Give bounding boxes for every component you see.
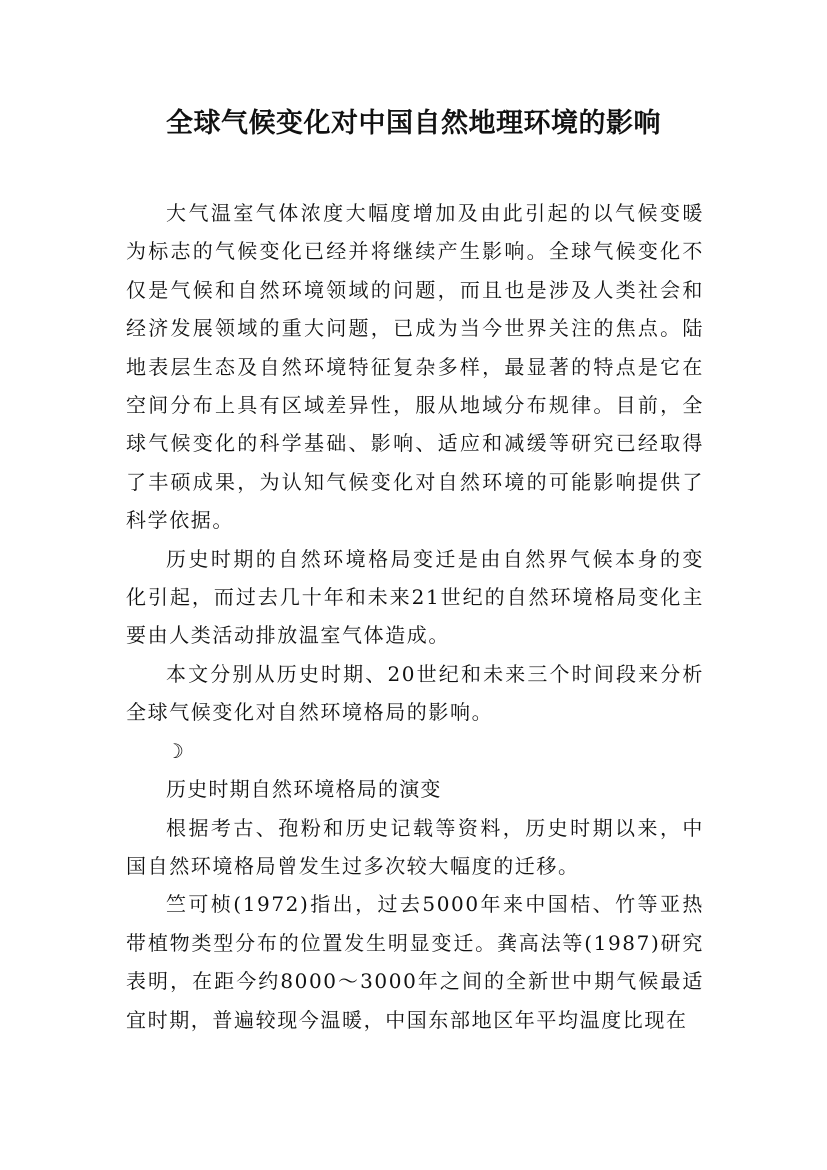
section-paragraph-1: 根据考古、孢粉和历史记载等资料，历史时期以来，中国自然环境格局曾发生过多次较大幅度的迁移。 xyxy=(126,815,704,878)
intro-paragraph-1: 大气温室气体浓度大幅度增加及由此引起的以气候变暖为标志的气候变化已经并将继续产生影响。全球气候变化不仅是气候和自然环境领域的问题，而且也是涉及人类社会和经济发展领域的重大问题，已成为当今世界关注的焦点。陆地表层生态及自然环境特征复杂多样，最显著的特点是它在空间分布上具有区域差异性，服从地域分布规律。目前，全球气候变化的科学基础、影响、适应和减缓等研究已经取得了丰硕成果，为认知气候变化对自然环境的可能影响提供了科学依据。 xyxy=(126,201,704,533)
intro-paragraph-2: 历史时期的自然环境格局变迁是由自然界气候本身的变化引起，而过去几十年和未来21世纪的自然环境格局变化主要由人类活动排放温室气体造成。 xyxy=(126,546,704,648)
moon-icon: ☽ xyxy=(166,738,184,763)
section-heading: 历史时期自然环境格局的演变 xyxy=(166,777,442,802)
section-paragraph-2: 竺可桢(1972)指出，过去5000年来中国桔、竹等亚热带植物类型分布的位置发生明显变迁。龚高法等(1987)研究表明，在距今约8000～3000年之间的全新世中期气候最适宜时期，普遍较现今温暖，中国东部地区年平均温度比现在 xyxy=(126,892,704,1032)
document-body xyxy=(126,194,704,1039)
document-title: 全球气候变化对中国自然地理环境的影响 xyxy=(166,108,661,139)
intro-paragraph-3: 本文分别从历史时期、20世纪和未来三个时间段来分析全球气候变化对自然环境格局的影响。 xyxy=(126,661,704,725)
